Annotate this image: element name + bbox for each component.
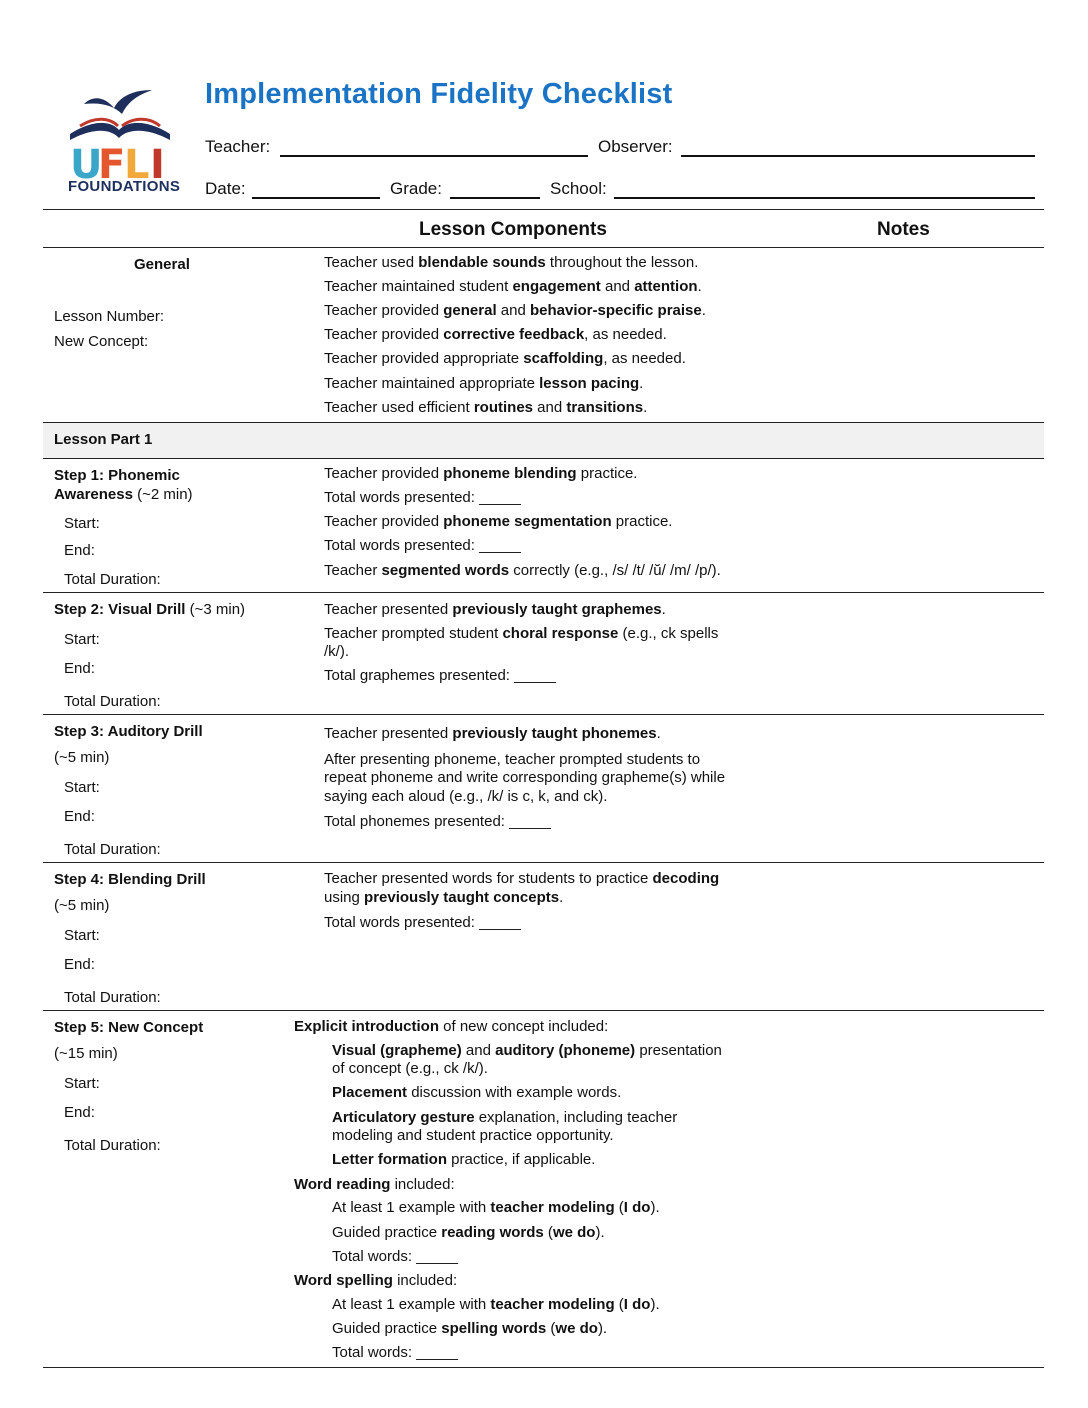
svg-text:L: L (124, 142, 150, 188)
step5-item: Guided practice spelling words (we do). (332, 1320, 608, 1337)
step1-title: Step 1: Phonemic (54, 467, 180, 484)
step2-start-label: Start: (64, 631, 100, 648)
step2-end-label: End: (64, 660, 95, 677)
step1-item: Total words presented: _____ (324, 489, 521, 506)
step2-total-label: Total Duration: (64, 693, 161, 710)
step5-item: At least 1 example with teacher modeling (I do). (332, 1296, 660, 1313)
general-item: Teacher maintained appropriate lesson pacing. (324, 375, 644, 392)
step2-title: Step 2: Visual Drill (~3 min) (54, 601, 246, 618)
step5-start-label: Start: (64, 1075, 100, 1092)
step5-total-label: Total Duration: (64, 1137, 161, 1154)
step5-item: Word spelling included: (294, 1272, 458, 1289)
step3-end-label: End: (64, 808, 95, 825)
step2-item: Total graphemes presented: _____ (324, 667, 556, 684)
step1-start-label: Start: (64, 515, 100, 532)
step5-item: Visual (grapheme) and auditory (phoneme) presentation (332, 1042, 722, 1059)
step5-item: Word reading included: (294, 1176, 455, 1193)
divider (43, 714, 1044, 715)
step2-item: /k/). (324, 643, 349, 660)
divider (43, 247, 1044, 248)
step1-end-label: End: (64, 542, 95, 559)
step2-item: Teacher prompted student choral response (e.g., ck spells (324, 625, 719, 642)
step1-item: Teacher provided phoneme blending practice. (324, 465, 638, 482)
divider (43, 592, 1044, 593)
step4-title: Step 4: Blending Drill (54, 871, 206, 888)
date-field[interactable] (252, 197, 380, 199)
book-icon (70, 123, 170, 140)
step1-item: Teacher segmented words correctly (e.g., /s/ /t/ /ŭ/ /m/ /p/). (324, 562, 721, 579)
step5-item: Explicit introduction of new concept included: (294, 1018, 609, 1035)
bird-icon (84, 90, 152, 114)
step4-total-label: Total Duration: (64, 989, 161, 1006)
step3-total-label: Total Duration: (64, 841, 161, 858)
step5-item: modeling and student practice opportunity. (332, 1127, 614, 1144)
step5-item: Letter formation practice, if applicable. (332, 1151, 596, 1168)
column-header-components: Lesson Components (419, 219, 607, 240)
divider (43, 1367, 1044, 1368)
logo-subtext: FOUNDATIONS (68, 178, 181, 195)
lesson-part-band (43, 423, 1044, 458)
step4-item: Total words presented: _____ (324, 914, 521, 931)
general-heading: General (134, 256, 190, 273)
divider (43, 458, 1044, 459)
step5-duration: (~15 min) (54, 1045, 118, 1062)
step3-start-label: Start: (64, 779, 100, 796)
step5-item: Total words: _____ (332, 1344, 458, 1361)
observer-label: Observer: (598, 137, 673, 156)
lesson-number-label: Lesson Number: (54, 308, 165, 325)
divider (43, 209, 1044, 210)
svg-text:U: U (70, 142, 103, 188)
step4-item: Teacher presented words for students to practice decoding (324, 870, 720, 887)
page-title: Implementation Fidelity Checklist (205, 78, 673, 110)
step5-item: Total words: _____ (332, 1248, 458, 1265)
new-concept-label: New Concept: (54, 333, 149, 350)
step1-total-label: Total Duration: (64, 571, 161, 588)
lesson-part-heading: Lesson Part 1 (54, 431, 153, 448)
step1-item: Total words presented: _____ (324, 537, 521, 554)
ufli-logo (62, 86, 181, 201)
column-header-notes: Notes (877, 219, 930, 240)
grade-label: Grade: (390, 179, 442, 198)
date-label: Date: (205, 179, 246, 198)
school-field[interactable] (614, 197, 1035, 199)
observer-field[interactable] (681, 155, 1035, 157)
general-item: Teacher used efficient routines and transitions. (324, 399, 648, 416)
divider (43, 862, 1044, 863)
step3-duration: (~5 min) (54, 749, 110, 766)
general-item: Teacher provided appropriate scaffolding, as needed. (324, 350, 686, 367)
general-item: Teacher used blendable sounds throughout the lesson. (324, 254, 699, 271)
step1-title-line2: Awareness (~2 min) (54, 486, 193, 503)
step1-item: Teacher provided phoneme segmentation practice. (324, 513, 673, 530)
step5-title: Step 5: New Concept (54, 1019, 204, 1036)
teacher-label: Teacher: (205, 137, 271, 156)
step5-end-label: End: (64, 1104, 95, 1121)
step4-duration: (~5 min) (54, 897, 110, 914)
step3-item: repeat phoneme and write corresponding grapheme(s) while (324, 769, 726, 786)
general-item: Teacher provided corrective feedback, as needed. (324, 326, 667, 343)
step5-item: of concept (e.g., ck /k/). (332, 1060, 488, 1077)
step5-item: Placement discussion with example words. (332, 1084, 622, 1101)
step5-item: At least 1 example with teacher modeling (I do). (332, 1199, 660, 1216)
step3-item: saying each aloud (e.g., /k/ is c, k, and ck). (324, 788, 608, 805)
school-label: School: (550, 179, 607, 198)
step4-start-label: Start: (64, 927, 100, 944)
svg-text:I: I (150, 142, 165, 188)
step3-item: Teacher presented previously taught phonemes. (324, 725, 661, 742)
svg-text:F: F (98, 142, 126, 188)
step5-item: Articulatory gesture explanation, including teacher (332, 1109, 678, 1126)
step3-item: After presenting phoneme, teacher prompted students to (324, 751, 701, 768)
general-item: Teacher provided general and behavior-specific praise. (324, 302, 706, 319)
step4-item: using previously taught concepts. (324, 889, 564, 906)
divider (43, 1010, 1044, 1011)
teacher-field[interactable] (280, 155, 588, 157)
step4-end-label: End: (64, 956, 95, 973)
step3-title: Step 3: Auditory Drill (54, 723, 203, 740)
step3-item: Total phonemes presented: _____ (324, 813, 551, 830)
step2-item: Teacher presented previously taught graphemes. (324, 601, 666, 618)
grade-field[interactable] (450, 197, 540, 199)
step5-item: Guided practice reading words (we do). (332, 1224, 605, 1241)
general-item: Teacher maintained student engagement and attention. (324, 278, 702, 295)
